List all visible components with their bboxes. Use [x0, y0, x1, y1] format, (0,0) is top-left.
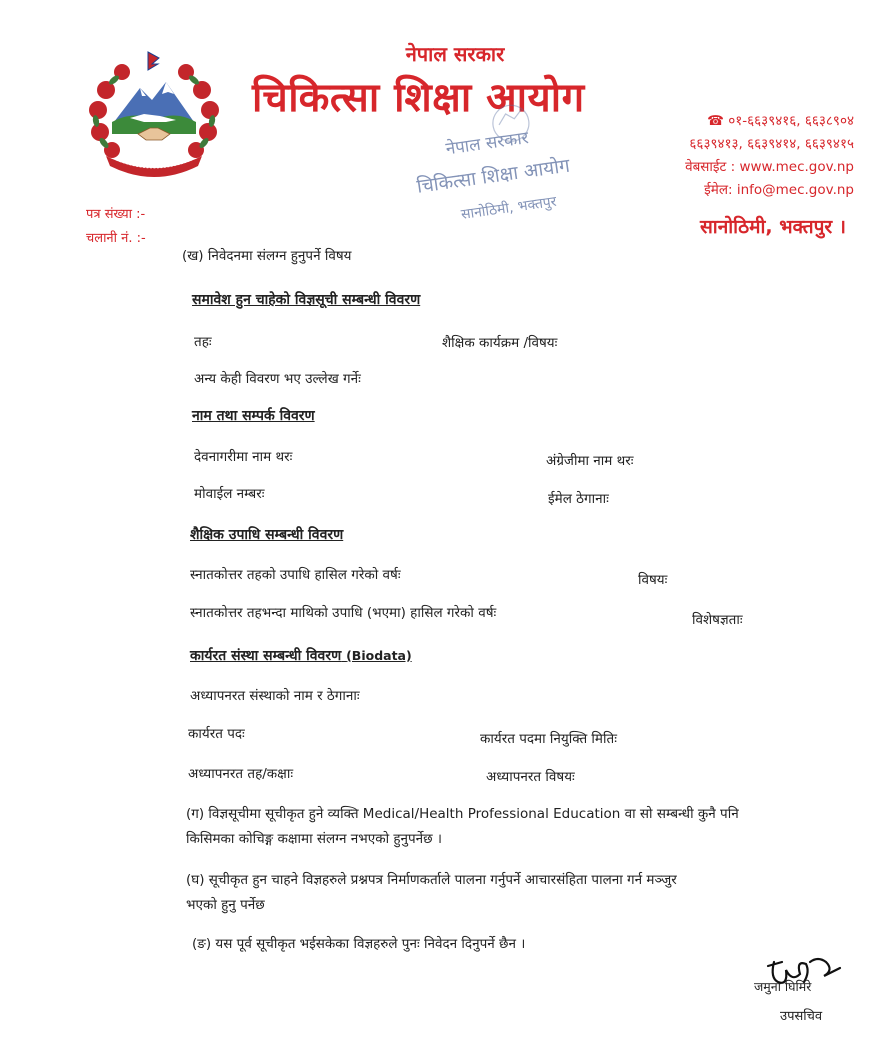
email-link[interactable]: ईमेल: info@mec.gov.np	[704, 182, 854, 198]
field-label-other-details: अन्य केही विवरण भए उल्लेख गर्नेः	[194, 371, 361, 387]
subject-line: (ख) निवेदनमा संलग्न हुनुपर्ने विषय	[182, 248, 352, 264]
field-label-name-english: अंग्रेजीमा नाम थरः	[546, 453, 634, 469]
biodata-label: (Biodata)	[346, 648, 412, 663]
field-label-masters-year: स्नातकोत्तर तहको उपाधि हासिल गरेको वर्षः	[190, 567, 401, 583]
note-gha-line-1: (घ) सूचीकृत हुन चाहने विज्ञहरुले प्रश्नपत्र निर्माणकर्ताले पालना गर्नुपर्ने आचारसंहिता पालना गर्न मञ्जुर	[186, 872, 677, 888]
field-label-above-masters-year: स्नातकोत्तर तहभन्दा माथिको उपाधि (भएमा) हासिल गरेको वर्षः	[190, 605, 497, 621]
field-label-mobile: मोवाईल नम्बरः	[194, 486, 265, 502]
workplace-heading-text: कार्यरत संस्था सम्बन्धी विवरण	[190, 648, 342, 664]
note-gha	[186, 868, 826, 918]
signatory-name: जमुना घिमिरे	[754, 979, 812, 994]
stamp-line-2: चिकित्सा शिक्षा आयोग	[415, 154, 572, 198]
organization-title: चिकित्सा शिक्षा आयोग	[252, 75, 585, 121]
nepal-government-emblem-icon	[84, 48, 224, 180]
field-label-appointment-date: कार्यरत पदमा नियुक्ति मितिः	[480, 731, 617, 747]
section-heading-workplace	[190, 646, 412, 665]
field-label-name-devanagari: देवनागरीमा नाम थरः	[194, 449, 293, 465]
field-label-position: कार्यरत पदः	[188, 726, 245, 742]
field-label-teaching-level: अध्यापनरत तह/कक्षाः	[188, 766, 294, 782]
field-label-institution: अध्यापनरत संस्थाको नाम र ठेगानाः	[190, 688, 360, 704]
note-ga	[186, 802, 826, 852]
government-title: नेपाल सरकार	[405, 42, 505, 66]
section-heading-roster: समावेश हुन चाहेको विज्ञसूची सम्बन्धी विवरण	[192, 292, 421, 308]
section-heading-contact: नाम तथा सम्पर्क विवरण	[192, 408, 315, 424]
note-gha-line-2: भएको हुनु पर्नेछ	[186, 897, 265, 913]
signatory-title: उपसचिव	[780, 1009, 823, 1024]
field-label-academic-program: शैक्षिक कार्यक्रम /विषयः	[442, 335, 558, 351]
office-stamp	[400, 85, 588, 238]
phone-numbers-2: ६६३९४१३, ६६३९४१४, ६६३९४१५	[689, 136, 854, 152]
stamp-line-1: नेपाल सरकार	[444, 128, 530, 160]
dispatch-number-label: चलानी नं. :-	[86, 231, 146, 246]
stamp-line-3: सानोठिमी, भक्तपुर	[460, 193, 558, 224]
field-label-teaching-subject: अध्यापनरत विषयः	[486, 769, 575, 785]
note-ga-line-1: (ग) विज्ञसूचीमा सूचीकृत हुने व्यक्ति Medical/Health Professional Education वा सो सम्बन्धी कुनै पनि	[186, 806, 739, 822]
reference-number-label: पत्र संख्या :-	[86, 207, 146, 222]
field-label-level: तहः	[194, 334, 212, 350]
note-nga: (ङ) यस पूर्व सूचीकृत भईसकेका विज्ञहरुले पुनः निवेदन दिनुपर्ने छैन ।	[192, 936, 526, 952]
phone-row	[685, 110, 854, 133]
website-link[interactable]: वेबसाईट : www.mec.gov.np	[685, 159, 854, 175]
section-heading-education: शैक्षिक उपाधि सम्बन्धी विवरण	[190, 527, 344, 543]
phone-numbers-1: ०१-६६३९४१६, ६६३८९०४	[728, 113, 854, 129]
phone-icon: ☎	[707, 113, 729, 129]
note-ga-line-2: किसिमका कोचिङ्ग कक्षामा संलग्न नभएको हुनुपर्नेछ ।	[186, 831, 443, 847]
field-label-email: ईमेल ठेगानाः	[548, 491, 609, 507]
contact-block	[685, 110, 854, 202]
field-label-specialization: विशेषज्ञताः	[692, 612, 743, 628]
field-label-subject: विषयः	[638, 572, 668, 588]
office-address: सानोठिमी, भक्तपुर ।	[699, 216, 846, 238]
